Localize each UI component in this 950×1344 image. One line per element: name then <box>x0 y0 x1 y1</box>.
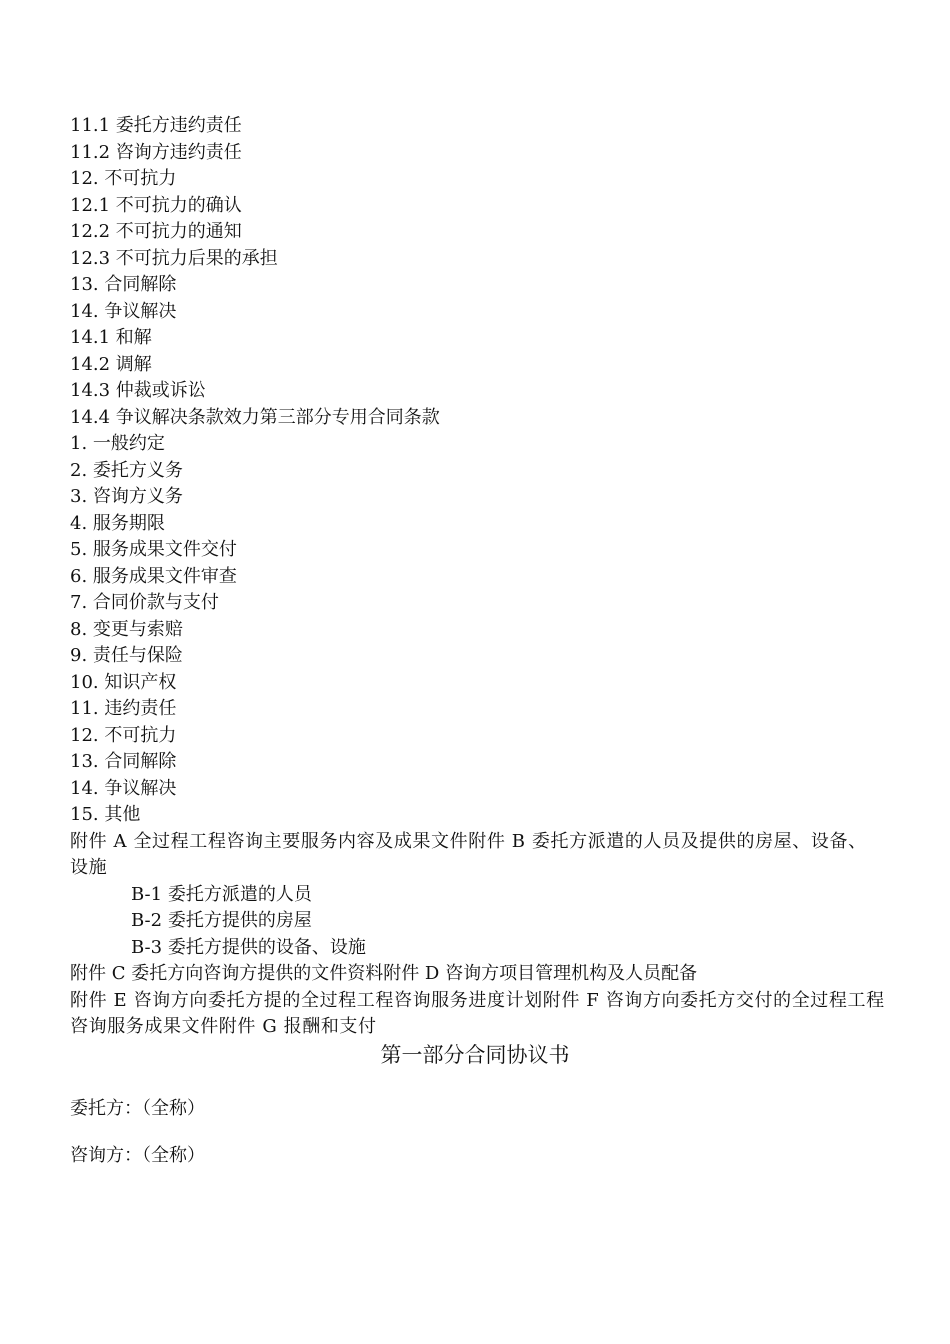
toc-line: 8. 变更与索赔 <box>70 618 183 640</box>
toc-line: 1. 一般约定 <box>70 433 165 454</box>
toc-line: 13. 合同解除 <box>70 751 177 772</box>
toc-line: 11.1 委托方违约责任 <box>70 115 242 136</box>
toc-line: 12.1 不可抗力的确认 <box>70 194 242 216</box>
toc-line: 14.1 和解 <box>70 327 152 348</box>
toc-line: 4. 服务期限 <box>70 512 165 534</box>
toc-line: 12.2 不可抗力的通知 <box>70 221 242 242</box>
consultant-party-line: 咨询方：（全称） <box>70 1145 205 1166</box>
annex-b3-line: B-3 委托方提供的设备、设施 <box>131 936 366 958</box>
toc-line: 14.4 争议解决条款效力第三部分专用合同条款 <box>70 406 440 428</box>
toc-line: 12. 不可抗力 <box>70 168 177 189</box>
toc-line: 14. 争议解决 <box>70 300 177 322</box>
annex-b1-line: B-1 委托方派遣的人员 <box>131 883 312 905</box>
toc-line: 11.2 咨询方违约责任 <box>70 141 242 163</box>
toc-line: 9. 责任与保险 <box>70 645 183 666</box>
agreement-title: 第一部分合同协议书 <box>380 1043 570 1067</box>
annex-a-b-line: 附件 A 全过程工程咨询主要服务内容及成果文件附件 B 委托方派遣的人员及提供的房屋、设备、设施 <box>70 830 867 878</box>
toc-line: 13. 合同解除 <box>70 274 177 295</box>
table-of-contents <box>70 113 885 1041</box>
annex-b2-line: B-2 委托方提供的房屋 <box>131 910 312 931</box>
toc-line: 6. 服务成果文件审查 <box>70 565 237 587</box>
toc-line: 14. 争议解决 <box>70 777 177 799</box>
toc-line: 12.3 不可抗力后果的承担 <box>70 247 278 269</box>
toc-line: 2. 委托方义务 <box>70 459 183 481</box>
toc-line: 11. 违约责任 <box>70 698 177 719</box>
annex-c-d-line: 附件 C 委托方向咨询方提供的文件资料附件 D 咨询方项目管理机构及人员配备 <box>70 963 698 984</box>
annex-e-f-g-line: 附件 E 咨询方向委托方提的全过程工程咨询服务进度计划附件 F 咨询方向委托方交付的全过程工程咨询服务成果文件附件 G 报酬和支付 <box>70 989 885 1037</box>
toc-line: 7. 合同价款与支付 <box>70 592 219 613</box>
toc-line: 14.2 调解 <box>70 353 152 375</box>
toc-line: 10. 知识产权 <box>70 671 177 693</box>
toc-line: 12. 不可抗力 <box>70 724 177 746</box>
principal-party-line: 委托方：（全称） <box>70 1098 205 1119</box>
toc-line: 5. 服务成果文件交付 <box>70 539 237 560</box>
toc-line: 15. 其他 <box>70 804 141 825</box>
toc-line: 14.3 仲裁或诉讼 <box>70 380 206 401</box>
toc-line: 3. 咨询方义务 <box>70 486 183 507</box>
